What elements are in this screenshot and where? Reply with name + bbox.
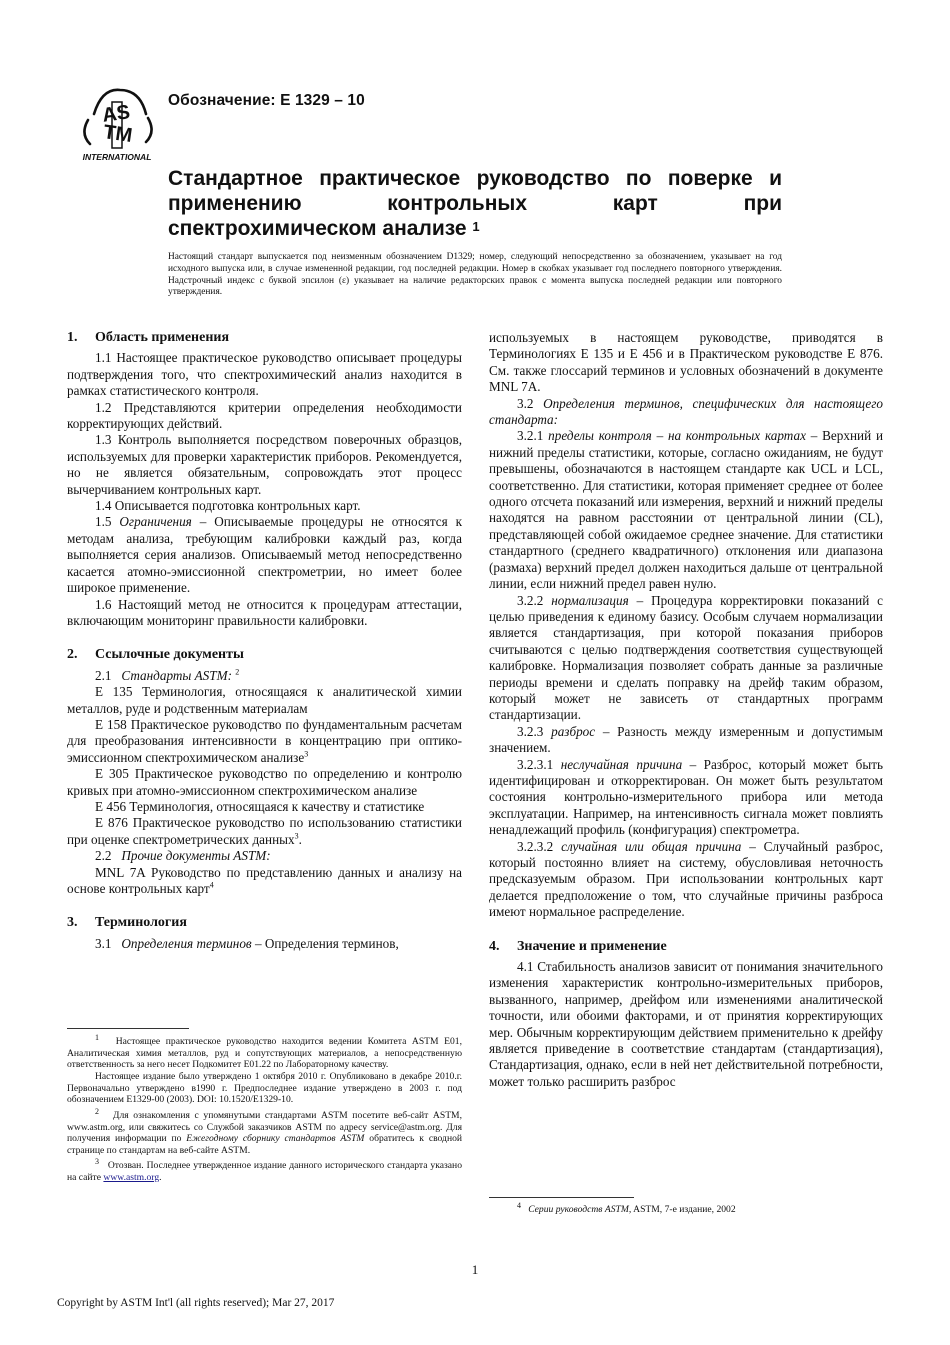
para-1-5-number: 1.5 bbox=[95, 514, 112, 530]
svg-text:TM: TM bbox=[101, 121, 134, 147]
designation: Обозначение: E 1329 – 10 bbox=[168, 92, 365, 109]
designation-notice: Настоящий стандарт выпускается под неизменным обозначением D1329; номер, следующий непосредственно за обозначением, указывает на год исходного выпуска или, в случае измененной редакции, год последней редакции. Номер в скобках указывает год последнего повторного утверждения. Надстрочный индекс с буквой эпсилон (ε) указывает на наличие редакторских правок с момента выпуска последней редакции или повторного утверждения. bbox=[168, 252, 782, 298]
para-3-2-2-number: 3.2.2 bbox=[517, 592, 544, 608]
para-2-1-sup: 2 bbox=[235, 667, 240, 677]
footnote-4 bbox=[489, 1200, 883, 1216]
para-2-2-number: 2.2 bbox=[95, 848, 112, 864]
right-column bbox=[489, 330, 883, 1090]
page-number: 1 bbox=[471, 1262, 479, 1277]
left-column bbox=[67, 330, 462, 952]
para-3-1-number: 3.1 bbox=[95, 935, 112, 951]
footnote-1 bbox=[67, 1032, 462, 1071]
section-1-number: 1. bbox=[67, 330, 78, 345]
section-1-title: Область применения bbox=[95, 330, 230, 345]
section-3-heading bbox=[67, 915, 462, 931]
footnote-4-italic: Серии руководств ASTM, bbox=[528, 1204, 632, 1216]
astm-logo-mark bbox=[72, 84, 162, 164]
footnote-3-end: . bbox=[159, 1172, 162, 1184]
title-line-2: применению контрольных карт при bbox=[168, 192, 782, 215]
footnote-rule-left bbox=[67, 1028, 189, 1029]
section-4-number: 4. bbox=[489, 938, 500, 954]
para-1-3: 1.3 Контроль выполняется посредством поверочных образцов, используемых для проверки характеристик приборов. Рекомендуется, но не является обязательным, сопровождать этот процесс вычерчиванием контрольных карт. bbox=[67, 432, 462, 497]
para-3-2-3-number: 3.2.3 bbox=[517, 723, 544, 739]
para-3-2-term: Определения терминов, специфических для настоящего стандарта: bbox=[489, 395, 883, 428]
para-3-2-2-term: нормализация bbox=[551, 592, 629, 608]
para-3-2-3-term: разброс bbox=[551, 723, 596, 739]
section-2-number: 2. bbox=[67, 647, 78, 663]
para-3-2-3-1-term: неслучайная причина bbox=[560, 756, 683, 772]
ref-e876: E 876 Практическое руководство по использованию статистики при оценке спектрометрических данных$^3$. bbox=[67, 815, 462, 847]
footnote-4-text: ASTM, 7-е издание, 2002 bbox=[633, 1204, 736, 1216]
section-4-title: Значение и применение bbox=[517, 938, 667, 954]
para-3-2-1-term: пределы контроля – на контрольных картах – bbox=[548, 428, 818, 444]
para-1-2: 1.2 Представляются критерии определения необходимости корректирующих действий. bbox=[67, 399, 462, 432]
section-3-number: 3. bbox=[67, 915, 78, 931]
para-2-1 bbox=[67, 668, 462, 684]
footnotes-right bbox=[489, 1200, 883, 1216]
para-2-1-number: 2.1 bbox=[95, 667, 112, 683]
para-3-2 bbox=[489, 396, 883, 429]
ref-e876-text: E 876 Практическое руководство по использованию статистики при оценке спектрометрических данных bbox=[67, 815, 462, 847]
para-3-2-1-number: 3.2.1 bbox=[517, 428, 544, 444]
title-line-1: Стандартное практическое руководство по поверке и bbox=[168, 167, 782, 190]
ref-e305: E 305 Практическое руководство по определению и контролю кривых при атомно-эмиссионном спектрохимическом анализе bbox=[67, 766, 462, 798]
footnote-1-edition: Настоящее издание было утверждено 1 октября 2010 г. Опубликовано в декабре 2010.г. Первоначально утверждено в1990 г. Предпоследнее издание утверждено в 2003 г. под обозначением E1329-00 (2003). DOI: 10.1520/E1329-10. bbox=[67, 1070, 462, 1106]
para-3-2-3-2 bbox=[489, 839, 883, 921]
title-footnote-mark: 1 bbox=[472, 219, 480, 234]
astm-logo bbox=[72, 84, 162, 164]
section-1-heading bbox=[67, 330, 462, 346]
para-3-1-term: Определения терминов bbox=[121, 935, 252, 951]
para-4-1: 4.1 Стабильность анализов зависит от понимания значительного изменения характеристик контрольно-измерительных приборов, вызванного, например, дрейфом или изменениями аналитической точности, или обоими факторами, и от принятия корректирующих мер. Обычным корректирующим действием применительно к дрейфу является приведение в соответствие стандартам (стандартизация), Стандартизация, однако, если в ней нет действительной потребности, может только расширить разброс bbox=[489, 959, 883, 1089]
para-1-5-term: Ограничения – bbox=[119, 514, 207, 530]
svg-text:INTERNATIONAL: INTERNATIONAL bbox=[82, 152, 152, 162]
title-line-3-text: спектрохимическом анализе bbox=[168, 217, 467, 240]
para-3-2-3-1 bbox=[489, 757, 883, 839]
document-title bbox=[168, 166, 782, 241]
footnote-2-text-b: обратитесь к сводной странице по стандартам на веб-сайте ASTM. bbox=[67, 1133, 463, 1156]
footnote-2-text-a: Для ознакомления с упомянутыми стандартами ASTM посетите веб-сайт ASTM, www.astm.org, или свяжитесь со Службой заказчиков ASTM по адресу service@astm.org. Для получения информации по bbox=[67, 1109, 462, 1145]
para-1-4: 1.4 Описывается подготовка контрольных карт. bbox=[95, 498, 361, 514]
ref-e876-sup: 3 bbox=[294, 831, 299, 841]
copyright-line: Copyright by ASTM Int'l (all rights reserved); Mar 27, 2017 bbox=[57, 1297, 335, 1309]
section-2-title: Ссылочные документы bbox=[95, 647, 244, 663]
para-1-5 bbox=[67, 514, 462, 596]
para-3-2-2 bbox=[489, 593, 883, 724]
ref-mnl7a bbox=[67, 865, 462, 898]
para-3-2-2-text: – Процедура корректировки показаний с целью приведения к единому базису. Особым случаем нормализации является стандартизация, при которой показания приборов считываются с целью подтверждения соответствия существующей калибровке. Нормализация позволяет собрать данные за различные периоды времени и сделать поправку на дрейф таким образом, который может не зависеть от стандартных программ стандартизации. bbox=[489, 592, 883, 723]
section-4-heading bbox=[489, 939, 883, 955]
section-3-title: Терминология bbox=[95, 915, 187, 931]
para-2-1-term: Стандарты ASTM: bbox=[121, 667, 232, 683]
svg-text:AS: AS bbox=[100, 101, 132, 127]
para-3-1-text: – Определения терминов, bbox=[254, 935, 399, 951]
footnote-1-mark: 1 bbox=[95, 1033, 99, 1042]
footnote-1-text: Настоящее практическое руководство находится ведении Комитета ASTM E01, Аналитическая химия металлов, руд и сопутствующих материалов, а непосредственную ответственность за него несет Подкомитет E01.22 по Лабораторному качеству. bbox=[67, 1036, 462, 1071]
astm-website-link[interactable]: www.astm.org bbox=[103, 1172, 160, 1184]
para-1-5-text: Описываемые процедуры не относятся к методам анализа, требующим калибровки каждый раз, когда выполняется серия анализов. Описываемый метод непосредственно касается атомно-эмиссионной спектрометрии, но имеет более широкое применение. bbox=[67, 514, 463, 596]
para-1-6: 1.6 Настоящий метод не относится к процедурам аттестации, включающим мониторинг правильности калибровки. bbox=[67, 596, 462, 628]
para-3-2-3-1-text: – Разброс, который может быть идентифицирован и откорректирован. Он может быть результатом состояния контрольно-измерительного прибора или метода эксплуатации. Например, на интенсивность сигнала может повлиять ненадлежащий профиль (конфигурация) спектрометра. bbox=[489, 756, 884, 838]
footnotes-left bbox=[67, 1032, 462, 1184]
title-line-3 bbox=[168, 217, 480, 240]
para-3-2-3-1-number: 3.2.3.1 bbox=[517, 756, 554, 772]
ref-e158-text: E 158 Практическое руководство по фундаментальным расчетам для преобразования интенсивности в концентрацию при оптико-эмиссионном спектрохимическом анализе bbox=[67, 716, 462, 765]
ref-e158-sup: 3 bbox=[304, 749, 309, 759]
footnote-2-italic: Ежегодному сборнику стандартов ASTM bbox=[186, 1133, 365, 1145]
footnote-2-mark: 2 bbox=[95, 1106, 99, 1116]
para-3-2-3-2-text: – Случайный разброс, который постоянно влияет на систему, обусловливая неточность предсказуемым образом. При использовании контрольных карт делается предположение о том, что случайные причины разброса имеют нормальное распределение. bbox=[489, 838, 884, 920]
para-1-1: 1.1 Настоящее практическое руководство описывает процедуры подтверждения того, что спектрохимический анализ находится в рамках статистического контроля. bbox=[67, 350, 462, 399]
para-3-2-3-2-number: 3.2.3.2 bbox=[517, 838, 554, 854]
ref-e158 bbox=[67, 717, 462, 766]
para-3-1 bbox=[67, 936, 462, 952]
ref-mnl7a-text: MNL 7A Руководство по представлению данных и анализу на основе контрольных карт bbox=[67, 864, 462, 896]
ref-e456: E 456 Терминология, относящаяся к качеству и статистике bbox=[95, 798, 425, 814]
para-3-2-3 bbox=[489, 724, 883, 757]
para-2-2-term: Прочие документы ASTM: bbox=[121, 848, 271, 864]
footnote-3-text: Отозван. Последнее утвержденное издание данного исторического стандарта указано на сайте bbox=[67, 1160, 462, 1184]
para-3-2-3-2-term: случайная или общая причина bbox=[561, 838, 742, 854]
footnote-3 bbox=[67, 1156, 462, 1183]
ref-mnl7a-sup: 4 bbox=[209, 880, 214, 890]
footnote-3-mark: 3 bbox=[95, 1157, 99, 1167]
section-2-heading bbox=[67, 647, 462, 663]
para-3-2-3-text: – Разность между измеренным и допустимым значением. bbox=[489, 723, 884, 756]
para-3-1-continued: используемых в настоящем руководстве, приводятся в Терминологиях E 135 и E 456 и в Практическом руководстве E 876. См. также глоссарий терминов и условных обозначений в документе MNL 7A. bbox=[489, 330, 883, 395]
footnote-2 bbox=[67, 1106, 462, 1157]
para-3-2-number: 3.2 bbox=[517, 395, 534, 411]
footnote-rule-right bbox=[489, 1197, 634, 1198]
ref-e135: E 135 Терминология, относящаяся к аналитической химии металлов, руде и родственным материалам bbox=[67, 684, 462, 716]
para-3-2-1 bbox=[489, 428, 883, 592]
para-3-2-1-text: Верхний и нижний пределы статистики, которые, согласно ожиданиям, не будут превышены, обозначаются в настоящем стандарте как UCL и LCL, соответственно. Для статистики, которая применяет среднее от более одного отсчета показаний или измерения, верхний и нижний пределы находятся на равном расстоянии от центральной линии (CL), представляющей собой ожидаемое среднее значение. Для статистики стандартного (среднего квадратичного) отклонения или диапазона (размаха) верхний предел должен находиться дальше от центральной линии, если нижний предел равен нулю. bbox=[489, 428, 884, 592]
footnote-4-mark: 4 bbox=[517, 1201, 521, 1210]
para-2-2 bbox=[67, 848, 462, 864]
